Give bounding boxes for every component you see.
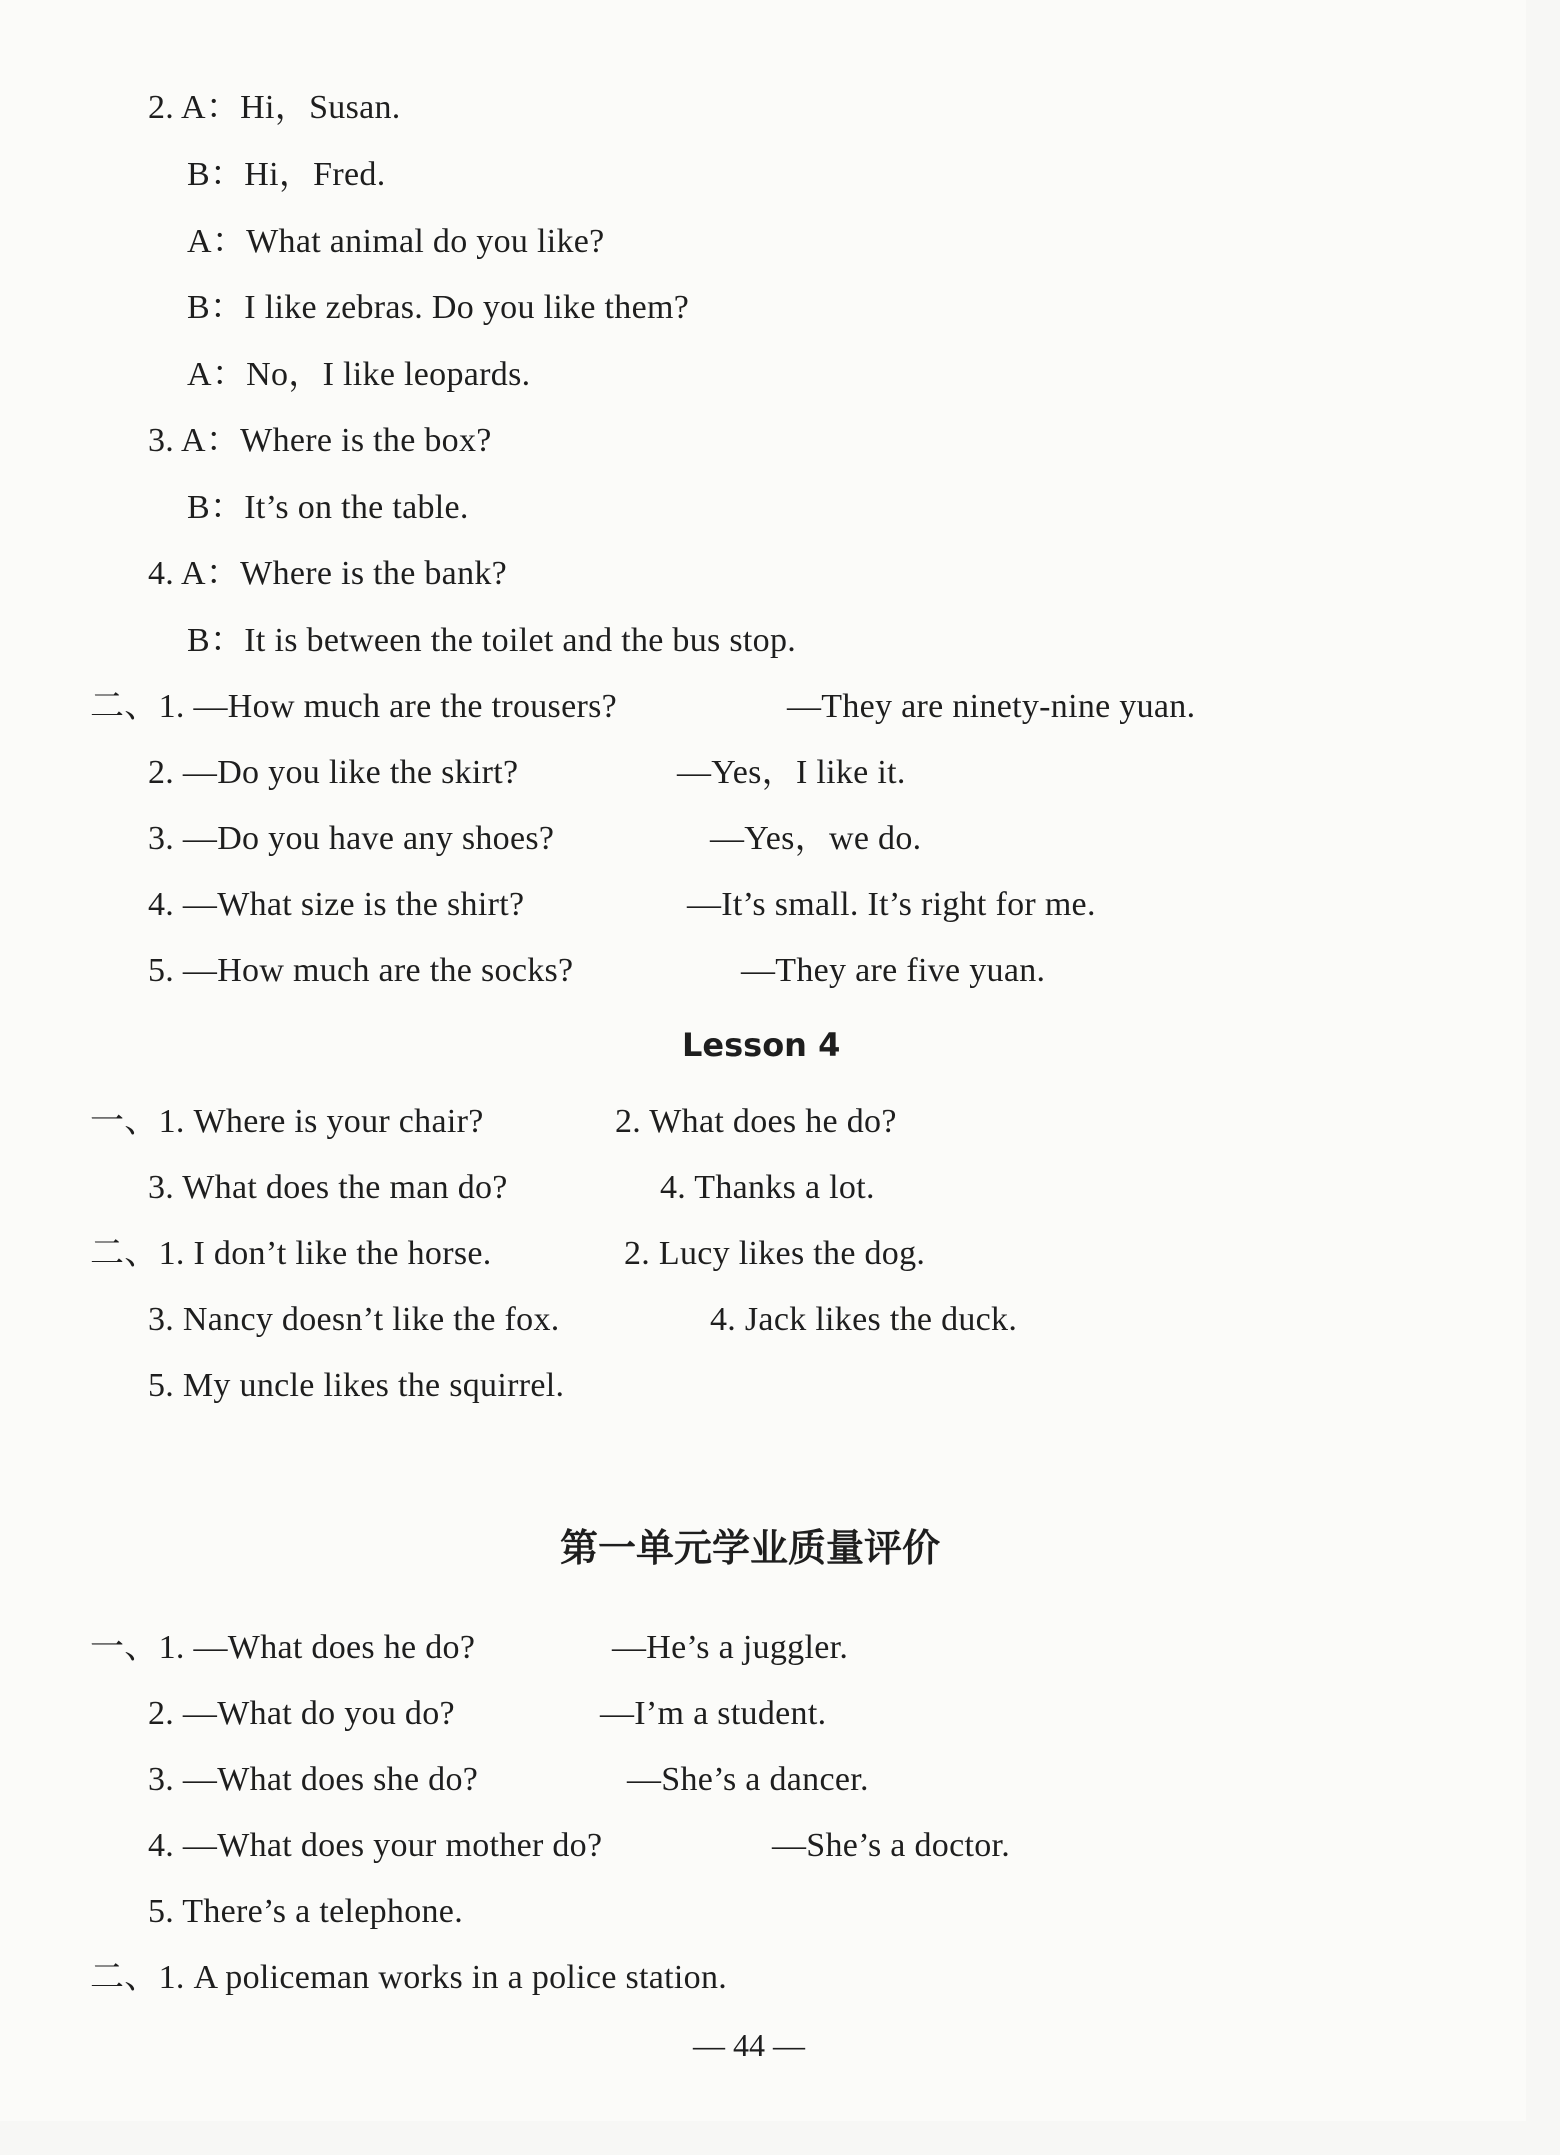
question-text: 一、1. —What does he do? <box>90 1629 476 1666</box>
lesson-title: Lesson 4 <box>682 1026 841 1064</box>
lesson-item: 4. Jack likes the duck. <box>710 1301 1018 1338</box>
answer-text: —They are five yuan. <box>741 952 1046 989</box>
lesson-item: 3. Nancy doesn’t like the fox. <box>148 1301 560 1338</box>
question-text: 2. —What do you do? <box>148 1695 455 1732</box>
answer-text: —She’s a dancer. <box>627 1761 869 1798</box>
dialogue-line: B：I like zebras. Do you like them? <box>187 289 690 326</box>
question-text: 二、1. —How much are the trousers? <box>90 688 618 725</box>
dialogue-line: B：Hi，Fred. <box>187 156 386 193</box>
dialogue-line: B：It’s on the table. <box>187 489 469 526</box>
question-text: 3. —Do you have any shoes? <box>148 820 555 857</box>
dialogue-line: 2. A：Hi，Susan. <box>148 89 401 126</box>
answer-text: —Yes，I like it. <box>677 754 906 791</box>
lesson-item: 3. What does the man do? <box>148 1169 508 1206</box>
lesson-item: 二、1. I don’t like the horse. <box>90 1235 492 1272</box>
question-text: 二、1. A policeman works in a police station. <box>90 1959 728 1996</box>
dialogue-line: A：No，I like leopards. <box>187 356 531 393</box>
lesson-item: 2. Lucy likes the dog. <box>624 1235 926 1272</box>
page-number: — 44 — <box>693 2027 805 2063</box>
lesson-item: 5. My uncle likes the squirrel. <box>148 1367 565 1404</box>
question-text: 5. —How much are the socks? <box>148 952 574 989</box>
dialogue-line: B：It is between the toilet and the bus stop. <box>187 622 797 659</box>
answer-text: —I’m a student. <box>600 1695 827 1732</box>
answer-text: —They are ninety-nine yuan. <box>787 688 1196 725</box>
answer-text: —Yes，we do. <box>710 820 922 857</box>
lesson-item: 2. What does he do? <box>615 1103 897 1140</box>
dialogue-line: 4. A：Where is the bank? <box>148 555 508 592</box>
answer-text: —She’s a doctor. <box>772 1827 1011 1864</box>
lesson-item: 4. Thanks a lot. <box>660 1169 875 1206</box>
dialogue-line: 3. A：Where is the box? <box>148 422 492 459</box>
question-text: 5. There’s a telephone. <box>148 1893 463 1930</box>
answer-text: —It’s small. It’s right for me. <box>687 886 1096 923</box>
question-text: 2. —Do you like the skirt? <box>148 754 519 791</box>
question-text: 3. —What does she do? <box>148 1761 479 1798</box>
answer-text: —He’s a juggler. <box>612 1629 849 1666</box>
lesson-item: 一、1. Where is your chair? <box>90 1103 484 1140</box>
dialogue-line: A：What animal do you like? <box>187 223 605 260</box>
question-text: 4. —What does your mother do? <box>148 1827 603 1864</box>
question-text: 4. —What size is the shirt? <box>148 886 525 923</box>
unit-eval-title: 第一单元学业质量评价 <box>560 1526 941 1570</box>
